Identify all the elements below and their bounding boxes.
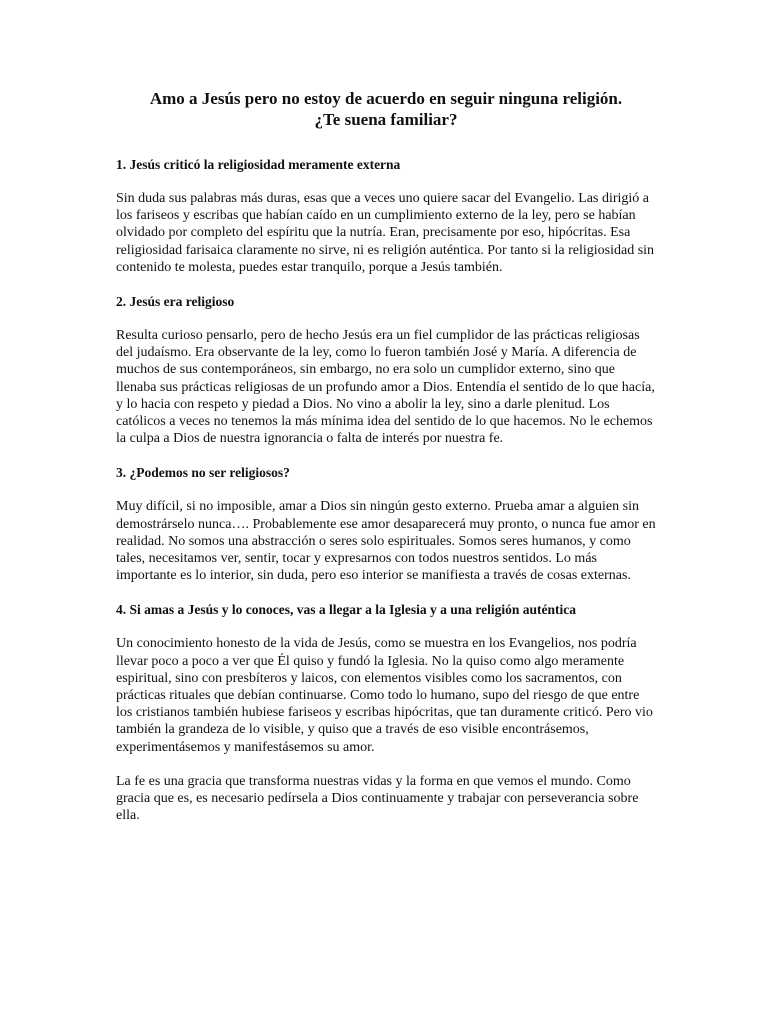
- section-body-1: Sin duda sus palabras más duras, esas que a veces uno quiere sacar del Evangelio. Las dirigió a los fariseos y escribas que habían caído en un cumplimiento externo de la ley, pero se habían olvidado por completo del espíritu que la nutría. Eran, precisamente por eso, hipócritas. Esa religiosidad farisaica claramente no sirve, ni es religión auténtica. Por tanto si la religiosidad sin contenido te molesta, puedes estar tranquilo, porque a Jesús también.: [116, 191, 655, 275]
- section-body-4: Un conocimiento honesto de la vida de Jesús, como se muestra en los Evangelios, nos podría llevar poco a poco a ver que Él quiso y fundó la Iglesia. No la quiso como algo meramente espiritual, sino con presbíteros y laicos, con elementos visibles como los sacramentos, con prácticas rituales que debían continuarse. Como todo lo humano, supo del riesgo de que entre los cristianos también hubiese fariseos y escribas hipócritas, que tan duramente criticó. Pero vio también la grandeza de lo visible, y quiso que a través de eso visible encontrásemos, experimentásemos y manifestásemos su amor.: [116, 636, 653, 755]
- section-body-2: Resulta curioso pensarlo, pero de hecho Jesús era un fiel cumplidor de las prácticas religiosas del judaísmo. Era observante de la ley, como lo fueron también José y María. A diferencia de muchos de sus contemporáneos, sin embargo, no era solo un cumplidor externo, sino que llenaba sus prácticas religiosas de un profundo amor a Dios. Entendía el sentido de lo que hacía, y lo hacia con respeto y piedad a Dios. No vino a abolir la ley, sino a darle plenitud. Los católicos a veces no tenemos la más mínima idea del sentido de lo que hacemos. No le echemos la culpa a Dios de nuestra ignorancia o falta de interés por nuestra fe.: [116, 328, 655, 447]
- title-line-1: Amo a Jesús pero no estoy de acuerdo en seguir ninguna religión.: [149, 89, 623, 108]
- document-title: [116, 88, 656, 130]
- closing-paragraph: La fe es una gracia que transforma nuestras vidas y la forma en que vemos el mundo. Como gracia que es, es necesario pedírsela a Dios continuamente y trabajar con perseverancia sobre ella.: [116, 773, 639, 824]
- title-line-2: ¿Te suena familiar?: [314, 110, 458, 129]
- section-heading-1: 1. Jesús criticó la religiosidad meramente externa: [116, 157, 401, 172]
- section-heading-3: 3. ¿Podemos no ser religiosos?: [116, 465, 290, 481]
- section-heading-2: 2. Jesús era religioso: [116, 294, 235, 310]
- section-heading-4: 4. Si amas a Jesús y lo conoces, vas a llegar a la Iglesia y a una religión auténtica: [116, 602, 577, 618]
- section-body-3: Muy difícil, si no imposible, amar a Dios sin ningún gesto externo. Prueba amar a alguien sin demostrárselo nunca…. Probablemente ese amor desaparecerá muy pronto, o nunca fue amor en realidad. No somos una abstracción o seres solo espirituales. Somos seres humanos, y como tales, necesitamos ver, sentir, tocar y expresarnos con todos nuestros sentidos. Lo más importante es lo interior, sin duda, pero eso interior se manifiesta a través de cosas externas.: [116, 499, 656, 584]
